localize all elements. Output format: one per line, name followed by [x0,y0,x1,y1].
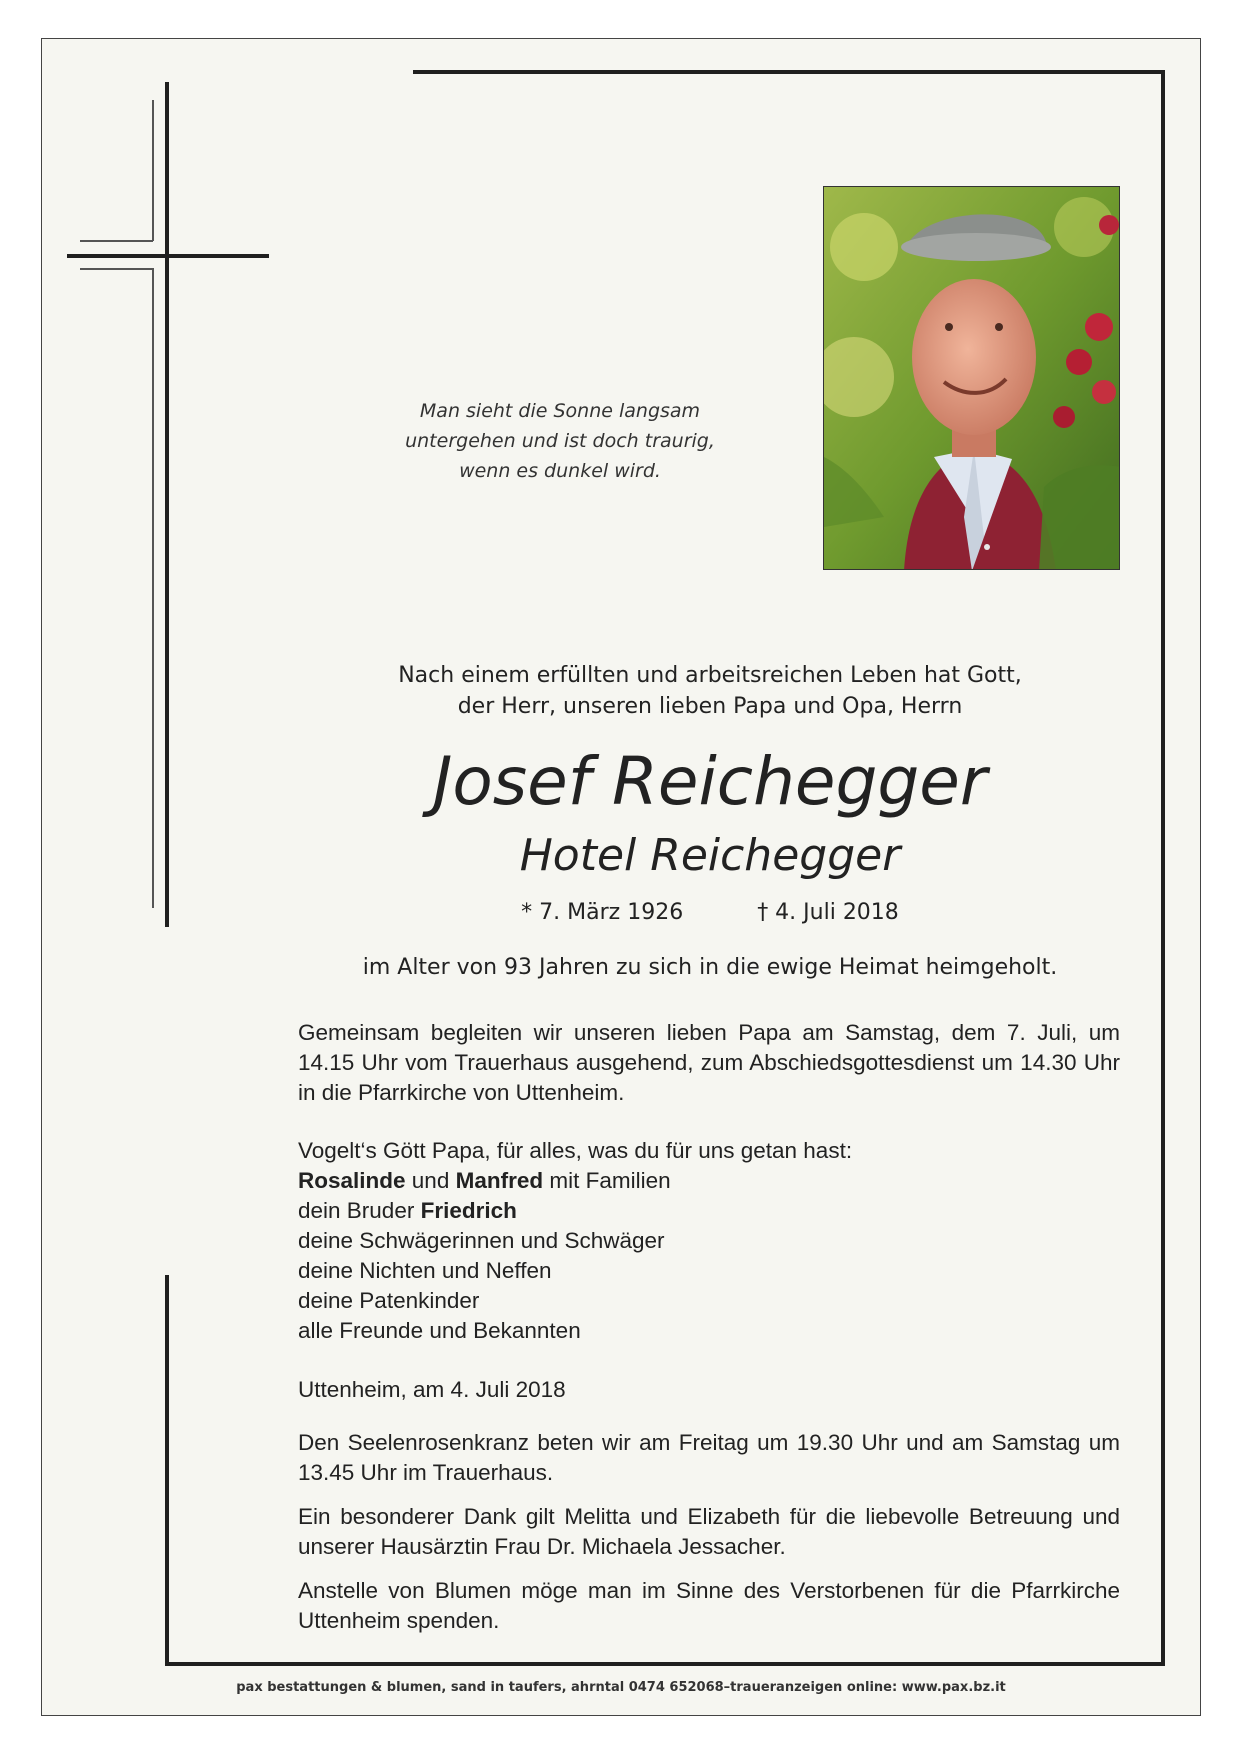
mourners-list [298,1136,1120,1346]
frame-bottom-line [165,1662,1165,1666]
funeral-announcement: Gemeinsam begleiten wir unseren lieben Papa am Samstag, dem 7. Juli, um 14.15 Uhr vom Trauerhaus ausgehend, zum Abschiedsgottesdienst um 14.30 Uhr in die Pfarrkirche von Uttenheim. [298,1020,1120,1105]
intro-line: Nach einem erfüllten und arbeitsreichen Leben hat Gott, [398,663,1022,688]
mourner-name: Friedrich [420,1198,517,1223]
frame-left-line [165,1275,169,1666]
deceased-subtitle: Hotel Reichegger [519,830,901,881]
mourner-row: alle Freunde und Bekannten [298,1318,581,1343]
rosary-note: Den Seelenrosenkranz beten wir am Freitag um 19.30 Uhr und am Samstag um 13.45 Uhr im Trauerhaus. [298,1430,1120,1485]
intro-text [340,660,1080,722]
age-line: im Alter von 93 Jahren zu sich in die ewige Heimat heimgeholt. [362,955,1058,980]
frame-top-line [413,70,1165,74]
mourner-name: Rosalinde [298,1168,406,1193]
life-dates [340,898,1080,928]
place-date: Uttenheim, am 4. Juli 2018 [298,1377,566,1402]
mourner-name: Manfred [455,1168,544,1193]
birth-date: * 7. März 1926 [521,900,684,925]
intro-line: der Herr, unseren lieben Papa und Opa, Herrn [457,694,963,719]
thanks-note: Ein besonderer Dank gilt Melitta und Elizabeth für die liebevolle Betreuung und unserer Hausärztin Frau Dr. Michaela Jessacher. [298,1504,1120,1559]
death-date: † 4. Juli 2018 [757,900,899,925]
mourner-row: deine Schwägerinnen und Schwäger [298,1228,665,1253]
memorial-quote [380,396,740,486]
quote-line: untergehen und ist doch traurig, [405,430,715,452]
mourner-row: Rosalinde und Manfred mit Familien [298,1168,671,1193]
frame-right-line [1161,70,1165,1665]
donation-note: Anstelle von Blumen möge man im Sinne des Verstorbenen für die Pfarrkirche Uttenheim spenden. [298,1578,1120,1633]
footer-imprint: pax bestattungen & blumen, sand in taufers, ahrntal 0474 652068–traueranzeigen online: www.pax.bz.it [236,1680,1006,1695]
mourner-row: deine Patenkinder [298,1288,480,1313]
thanks-line: Vogelt‘s Gött Papa, für alles, was du für uns getan hast: [298,1138,853,1163]
portrait-photo [823,186,1120,570]
quote-line: wenn es dunkel wird. [459,460,661,482]
quote-line: Man sieht die Sonne langsam [419,400,701,422]
deceased-name: Josef Reichegger [432,743,988,820]
mourner-row: deine Nichten und Neffen [298,1258,552,1283]
mourner-row: dein Bruder Friedrich [298,1198,517,1223]
